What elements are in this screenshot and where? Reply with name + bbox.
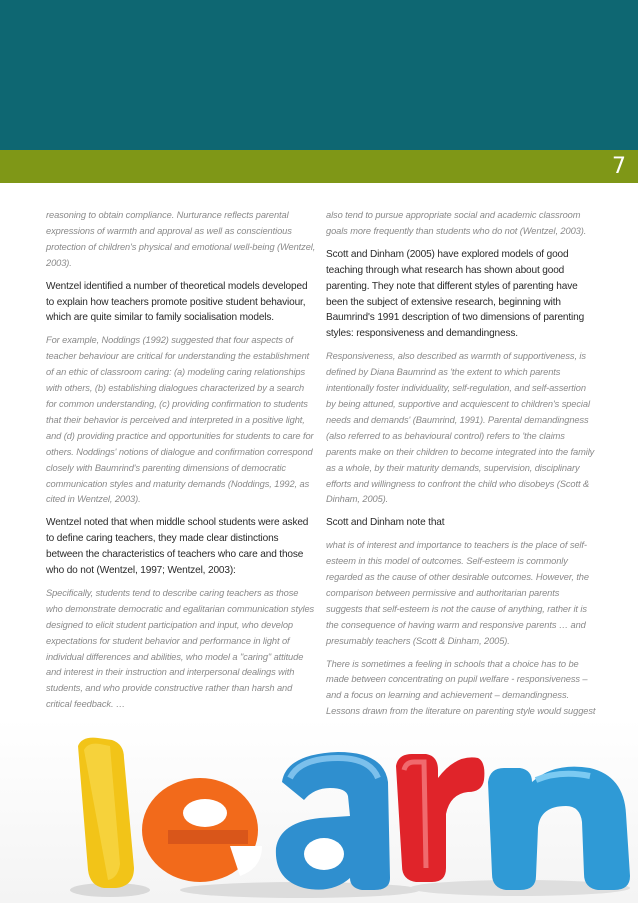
final-quote-text: There is sometimes a feeling in schools that a choice has to be made between concentrating on pupil welfare - responsiveness – and a focus on learning and achievement – demandingness. Lessons drawn from the literature on parenting style would suggest <box>326 658 596 717</box>
learn-letters-photo <box>0 718 638 903</box>
body-paragraph: Wentzel noted that when middle school students were asked to define caring teachers, they made clear distinctions between the characteristics of teachers who care and those who do not (Wentzel, 1997; Wentzel, 2003): <box>46 517 309 577</box>
body-paragraph: Scott and Dinham (2005) have explored models of good teaching through what research has shown about good parenting. They note that different styles of parenting have been the subject of extensive research, beginning with Baumrind's 1991 description of two dimensions of parenting styles: responsiveness and demandingness. <box>326 248 585 340</box>
left-column <box>46 208 316 759</box>
body-paragraph: Wentzel identified a number of theoretical models developed to explain how teachers promote positive student behaviour, which are quite similar to family socialisation models. <box>46 280 308 324</box>
quote-paragraph: For example, Noddings (1992) suggested that four aspects of teacher behaviour are critical for understanding the establishment of an ethic of classroom caring: (a) modeling caring relationships with others, (b) establishing dialogues characterized by a search for common understanding, (c) providing confirmation to students that their behavior is perceived and interpreted in a positive light, and (d) providing practice and opportunities for students to care for others. Noddings' notions of dialogue and confirmation correspond closely with Baumrind's parenting dimensions of democratic communication styles and maturity demands (Noddings, 1992, as cited in Wentzel, 2003). <box>46 335 314 505</box>
quote-paragraph: Responsiveness, also described as warmth of supportiveness, is defined by Diana Baumrind as 'the extent to which parents intentionally foster individuality, self-regulation, and self-assertion by being attuned, supportive and acquiescent to children's special needs and demands' (Baumrind, 1991). Parental demandingness (also referred to as behavioural control) refers to 'the claims parents make on their children to become integrated into the family as a whole, by their maturity demands, supervision, disciplinary efforts and willingness to confront the child who disobeys (Scott & Dinham, 2005). <box>326 351 595 505</box>
quote-paragraph: what is of interest and importance to teachers is the place of self-esteem in this model of outcomes. Self-esteem is commonly regarded as the cause of other desirable outcomes. However, the comparison between permissive and authoritarian parents suggests that self-esteem is not the cause of anything, rather it is the consequence of having warm and responsive parents … and presumably teachers (Scott & Dinham, 2005). <box>326 540 589 646</box>
body-paragraph: Scott and Dinham note that <box>326 517 445 529</box>
right-column <box>326 208 596 759</box>
header-band <box>0 0 638 150</box>
quote-paragraph: Specifically, students tend to describe caring teachers as those who demonstrate democratic and egalitarian communication styles designed to elicit student participation and input, who develop expectations for student behavior and performance in light of individual differences and abilities, who model a "caring" attitude and interest in their instruction and interpersonal dealings with students, and who provide constructive rather than harsh and critical feedback. … <box>46 587 315 710</box>
quote-paragraph: also tend to pursue appropriate social and academic classroom goals more frequently than students who do not (Wentzel, 2003). <box>326 210 587 236</box>
page-number: 7 <box>612 154 626 179</box>
accent-band <box>0 150 638 183</box>
quote-paragraph: reasoning to obtain compliance. Nurturance reflects parental expressions of warmth and approval as well as conscientious protection of children's physical and emotional well-being (Wentzel, 2003). <box>46 210 316 268</box>
